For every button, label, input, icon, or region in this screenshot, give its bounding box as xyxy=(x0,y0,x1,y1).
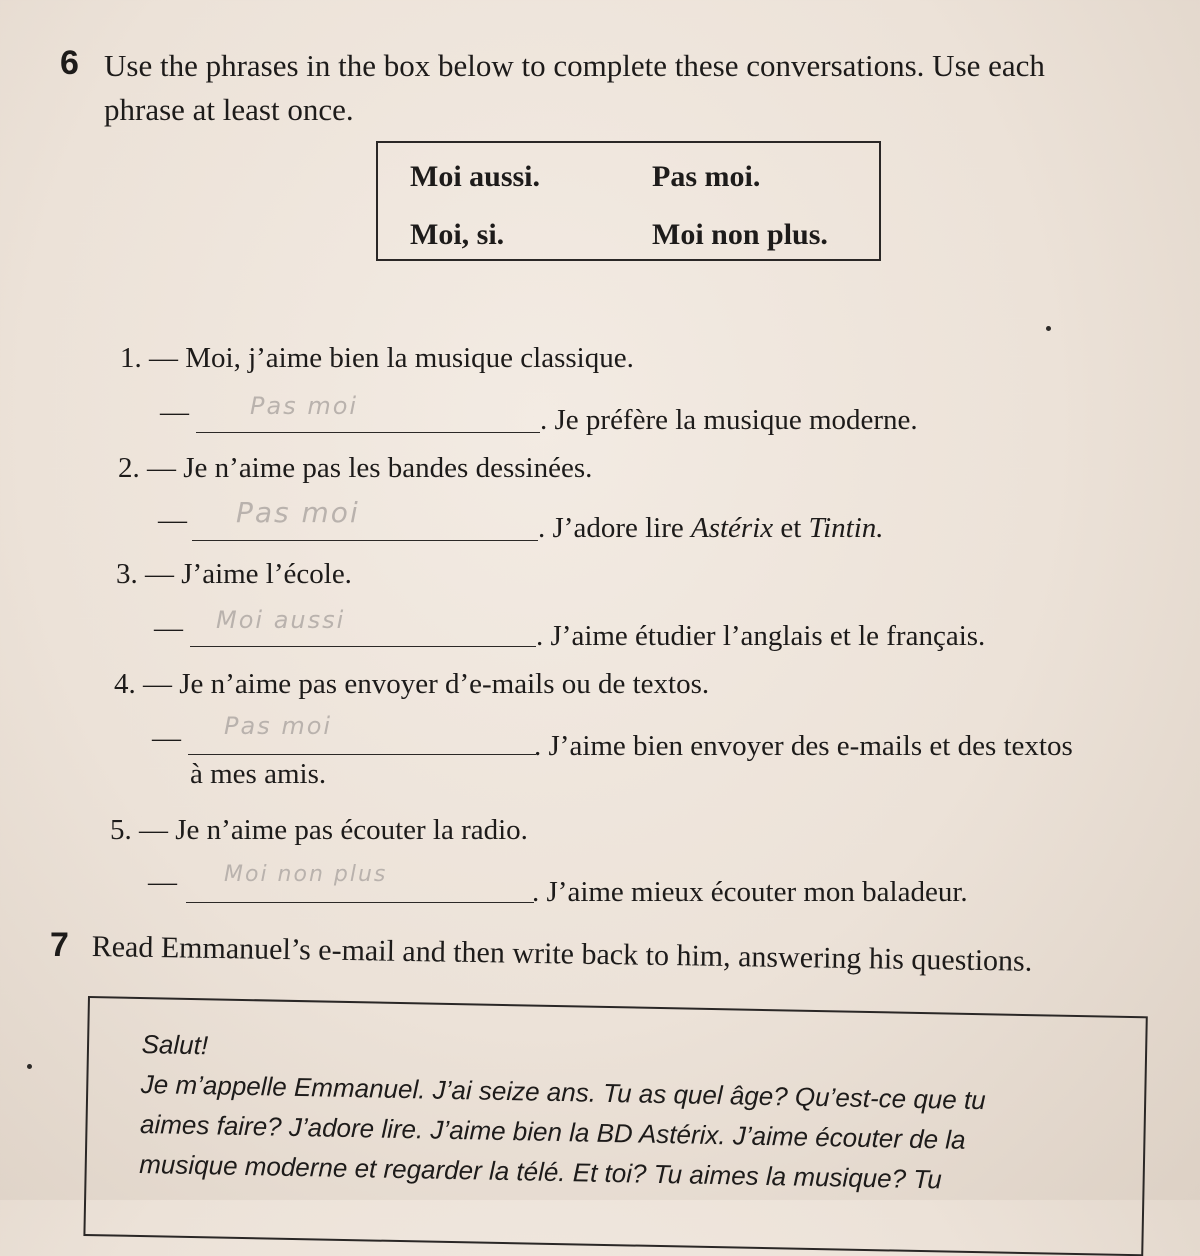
item-number: 2. xyxy=(118,452,140,484)
item-number: 3. xyxy=(116,558,138,590)
item-3 xyxy=(116,558,352,591)
phrase-pas-moi: Pas moi. xyxy=(652,160,761,193)
item-2-continuation xyxy=(538,512,884,545)
item-number: 5. xyxy=(110,814,132,846)
item-number: 1. xyxy=(120,342,142,374)
item-3-continuation: . J’aime étudier l’anglais et le français. xyxy=(536,620,986,652)
continuation-text: . J’adore lire xyxy=(538,512,691,544)
item-5-continuation: . J’aime mieux écouter mon baladeur. xyxy=(532,876,968,908)
item-4-continuation-line-2: à mes amis. xyxy=(190,758,327,790)
item-prompt: — Je n’aime pas écouter la radio. xyxy=(139,814,528,846)
exercise-7-number: 7 xyxy=(50,926,69,964)
item-4 xyxy=(114,668,709,701)
item-prompt: — J’aime l’école. xyxy=(145,558,352,590)
email-greeting: Salut! xyxy=(141,1028,209,1061)
email-line: Je m’appelle Emmanuel. J’ai seize ans. Tu as quel âge? Qu’est-ce que tu xyxy=(140,1068,986,1116)
phrase-moi-si: Moi, si. xyxy=(410,218,505,251)
answer-blank-4[interactable] xyxy=(188,754,536,755)
answer-dash: — xyxy=(148,866,177,898)
email-text xyxy=(139,1024,1122,1203)
answer-blank-1[interactable] xyxy=(196,432,540,433)
answer-dash: — xyxy=(152,722,181,754)
handwritten-answer-3: Moi aussi xyxy=(216,606,346,634)
title-asterix: Astérix xyxy=(691,512,774,544)
email-line: aimes faire? J’adore lire. J’aime bien la BD Astérix. J’aime écouter de la xyxy=(139,1108,966,1155)
handwritten-answer-1: Pas moi xyxy=(250,392,359,420)
item-4-continuation: . J’aime bien envoyer des e-mails et des textos xyxy=(534,730,1073,762)
exercise-7-instruction: Read Emmanuel’s e-mail and then write back to him, answering his questions. xyxy=(91,930,1033,978)
continuation-text: et xyxy=(773,512,809,544)
phrase-moi-aussi: Moi aussi. xyxy=(410,160,541,193)
item-prompt: — Je n’aime pas envoyer d’e-mails ou de textos. xyxy=(143,668,710,700)
handwritten-answer-2: Pas moi xyxy=(236,496,360,529)
answer-blank-3[interactable] xyxy=(190,646,536,647)
answer-dash: — xyxy=(160,396,189,428)
answer-blank-2[interactable] xyxy=(192,540,538,541)
paper-speck xyxy=(1046,326,1051,331)
item-1-continuation: . Je préfère la musique moderne. xyxy=(540,404,918,436)
answer-blank-5[interactable] xyxy=(186,902,534,903)
handwritten-answer-4: Pas moi xyxy=(224,712,333,740)
item-number: 4. xyxy=(114,668,136,700)
title-tintin: Tintin. xyxy=(808,512,884,544)
phrase-moi-non-plus: Moi non plus. xyxy=(652,218,828,251)
item-1 xyxy=(120,342,634,375)
email-line: musique moderne et regarder la télé. Et toi? Tu aimes la musique? Tu xyxy=(139,1148,942,1195)
item-5 xyxy=(110,814,528,847)
item-prompt: — Moi, j’aime bien la musique classique. xyxy=(149,342,634,374)
exercise-6-instruction: Use the phrases in the box below to complete these conversations. Use each phrase at least once. xyxy=(104,48,1045,127)
answer-dash: — xyxy=(158,504,187,536)
paper-speck xyxy=(27,1064,32,1069)
handwritten-answer-5: Moi non plus xyxy=(224,862,388,887)
answer-dash: — xyxy=(154,612,183,644)
item-2 xyxy=(118,452,592,485)
exercise-6-number: 6 xyxy=(60,44,79,82)
item-prompt: — Je n’aime pas les bandes dessinées. xyxy=(147,452,593,484)
